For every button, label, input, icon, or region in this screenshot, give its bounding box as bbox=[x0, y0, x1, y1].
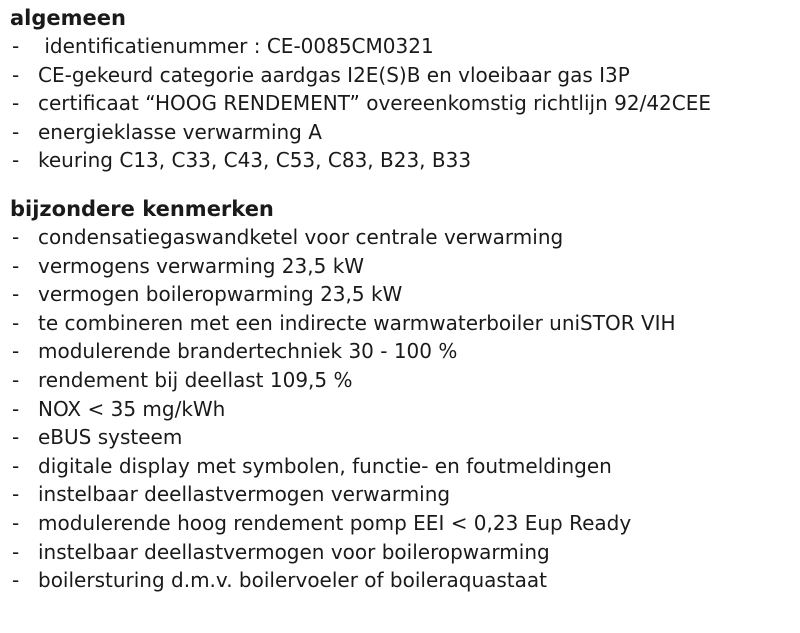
list-item-text: instelbaar deellastvermogen verwarming bbox=[38, 482, 451, 507]
list-item-text: certificaat “HOOG RENDEMENT” overeenkomstig richtlijn 92/42CEE bbox=[38, 91, 712, 116]
dash-bullet: - bbox=[12, 539, 20, 564]
list-item bbox=[10, 32, 790, 61]
list-item-text: identificatienummer : CE-0085CM0321 bbox=[38, 34, 434, 58]
list-item bbox=[10, 146, 790, 175]
dash-bullet: - bbox=[12, 310, 20, 335]
dash-bullet: - bbox=[12, 367, 20, 392]
dash-bullet: - bbox=[12, 453, 20, 478]
list-item bbox=[10, 395, 790, 424]
list-item-text: digitale display met symbolen, functie- en foutmeldingen bbox=[38, 453, 612, 478]
list-item-text: keuring C13, C33, C43, C53, C83, B23, B33 bbox=[38, 148, 472, 173]
list-item-text: NOX < 35 mg/kWh bbox=[38, 396, 226, 421]
list-item-text: boilersturing d.m.v. boilervoeler of boileraquastaat bbox=[38, 568, 548, 593]
list-item bbox=[10, 118, 790, 147]
list-item bbox=[10, 61, 790, 90]
list-item-text: condensatiegaswandketel voor centrale verwarming bbox=[38, 224, 564, 249]
dash-bullet: - bbox=[12, 510, 20, 535]
dash-bullet: - bbox=[12, 568, 20, 593]
section-bijzondere-kenmerken bbox=[10, 195, 790, 595]
section-title: bijzondere kenmerken bbox=[10, 196, 274, 221]
list-item bbox=[10, 252, 790, 281]
dash-bullet: - bbox=[12, 396, 20, 421]
dash-bullet: - bbox=[12, 339, 20, 364]
list-item-text: rendement bij deellast 109,5 % bbox=[38, 367, 353, 392]
list-item-text: vermogens verwarming 23,5 kW bbox=[38, 253, 365, 278]
list-item bbox=[10, 337, 790, 366]
dash-bullet: - bbox=[12, 91, 20, 116]
section-title: algemeen bbox=[10, 6, 126, 30]
list-item bbox=[10, 566, 790, 595]
list-item bbox=[10, 423, 790, 452]
list-item bbox=[10, 280, 790, 309]
dash-bullet: - bbox=[12, 34, 20, 58]
list-item-text: modulerende hoog rendement pomp EEI < 0,23 Eup Ready bbox=[38, 510, 632, 535]
list-item bbox=[10, 223, 790, 252]
list-item-text: vermogen boileropwarming 23,5 kW bbox=[38, 282, 403, 307]
list-item bbox=[10, 366, 790, 395]
list-item-text: CE-gekeurd categorie aardgas I2E(S)B en vloeibaar gas I3P bbox=[38, 62, 630, 87]
list-item bbox=[10, 452, 790, 481]
spec-list bbox=[10, 223, 790, 595]
dash-bullet: - bbox=[12, 253, 20, 278]
list-item bbox=[10, 538, 790, 567]
list-item-text: te combineren met een indirecte warmwaterboiler uniSTOR VIH bbox=[38, 310, 676, 335]
list-item bbox=[10, 309, 790, 338]
section-algemeen bbox=[10, 4, 790, 175]
list-item bbox=[10, 480, 790, 509]
list-item-text: instelbaar deellastvermogen voor boileropwarming bbox=[38, 539, 550, 564]
dash-bullet: - bbox=[12, 119, 20, 144]
list-item-text: eBUS systeem bbox=[38, 425, 183, 450]
dash-bullet: - bbox=[12, 282, 20, 307]
dash-bullet: - bbox=[12, 482, 20, 507]
list-item bbox=[10, 89, 790, 118]
spec-list bbox=[10, 32, 790, 175]
dash-bullet: - bbox=[12, 148, 20, 173]
list-item-text: energieklasse verwarming A bbox=[38, 119, 322, 144]
dash-bullet: - bbox=[12, 62, 20, 87]
list-item bbox=[10, 509, 790, 538]
dash-bullet: - bbox=[12, 425, 20, 450]
dash-bullet: - bbox=[12, 224, 20, 249]
list-item-text: modulerende brandertechniek 30 - 100 % bbox=[38, 339, 458, 364]
